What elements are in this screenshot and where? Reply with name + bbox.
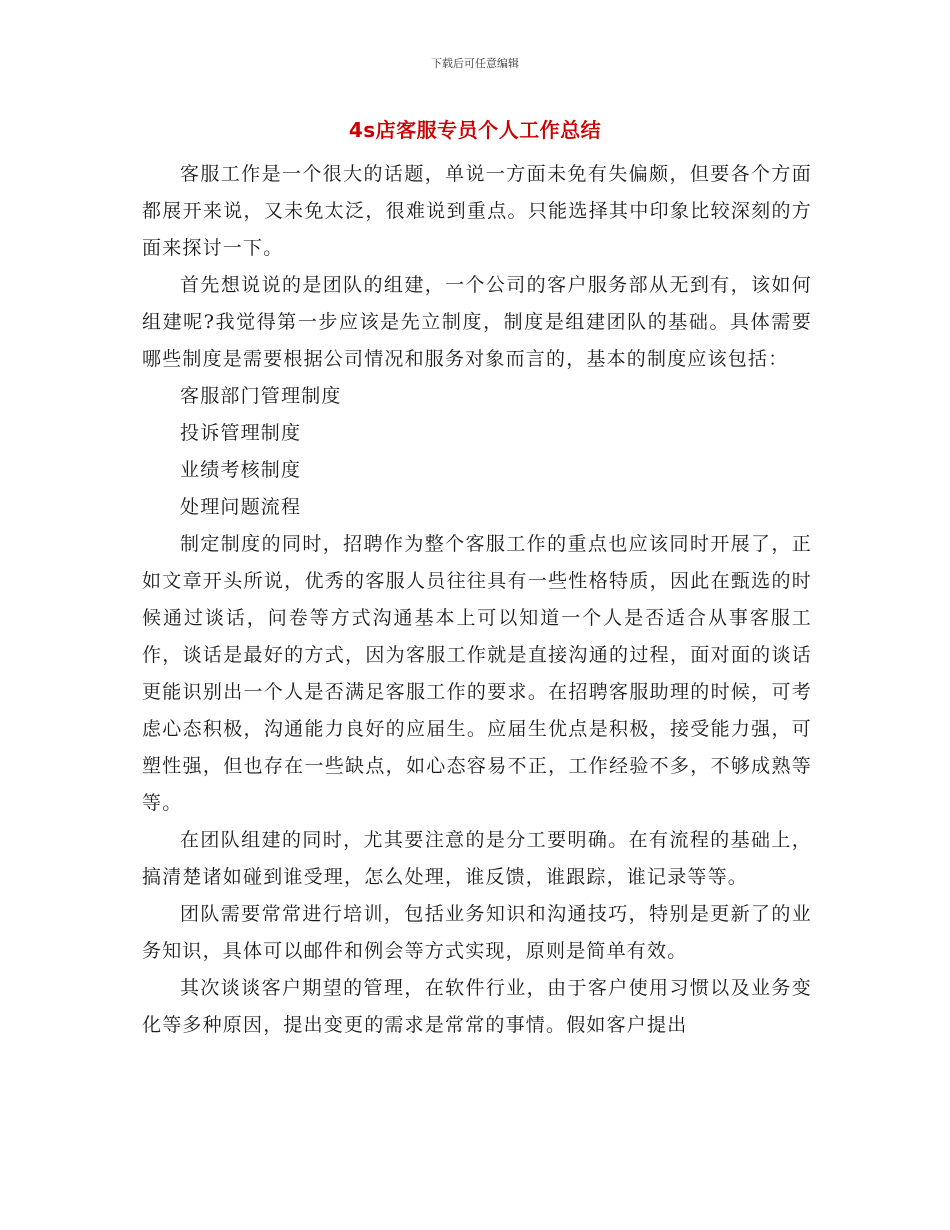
paragraph: 团队需要常常进行培训，包括业务知识和沟通技巧，特别是更新了的业务知识，具体可以邮件和例会等方式实现，原则是简单有效。 — [142, 903, 812, 962]
document-body — [142, 156, 812, 1044]
paragraph: 制定制度的同时，招聘作为整个客服工作的重点也应该同时开展了，正如文章开头所说，优秀的客服人员往往具有一些性格特质，因此在甄选的时候通过谈话，问卷等方式沟通基本上可以知道一个人是否适合从事客服工作，谈话是最好的方式，因为客服工作就是直接沟通的过程，面对面的谈话更能识别出一个人是否满足客服工作的要求。在招聘客服助理的时候，可考虑心态积极，沟通能力良好的应届生。应届生优点是积极，接受能力强，可塑性强，但也存在一些缺点，如心态容易不正，工作经验不多，不够成熟等等。 — [142, 533, 812, 814]
document-title: 4s店客服专员个人工作总结 — [348, 118, 602, 142]
list-item: 业绩考核制度 — [180, 459, 302, 481]
list-item: 客服部门管理制度 — [180, 385, 342, 407]
list-item: 投诉管理制度 — [180, 422, 302, 444]
list-item: 处理问题流程 — [180, 496, 302, 518]
paragraph: 客服工作是一个很大的话题，单说一方面未免有失偏颇，但要各个方面都展开来说，又未免太泛，很难说到重点。只能选择其中印象比较深刻的方面来探讨一下。 — [142, 163, 812, 259]
paragraph: 其次谈谈客户期望的管理，在软件行业，由于客户使用习惯以及业务变化等多种原因，提出变更的需求是常常的事情。假如客户提出 — [142, 977, 812, 1036]
header-note: 下载后可任意编辑 — [431, 57, 519, 70]
paragraph: 首先想说说的是团队的组建，一个公司的客户服务部从无到有，该如何组建呢?我觉得第一步应该是先立制度，制度是组建团队的基础。具体需要哪些制度是需要根据公司情况和服务对象而言的，基本的制度应该包括： — [142, 274, 812, 370]
paragraph: 在团队组建的同时，尤其要注意的是分工要明确。在有流程的基础上，搞清楚诸如碰到谁受理，怎么处理，谁反馈，谁跟踪，谁记录等等。 — [142, 829, 812, 888]
